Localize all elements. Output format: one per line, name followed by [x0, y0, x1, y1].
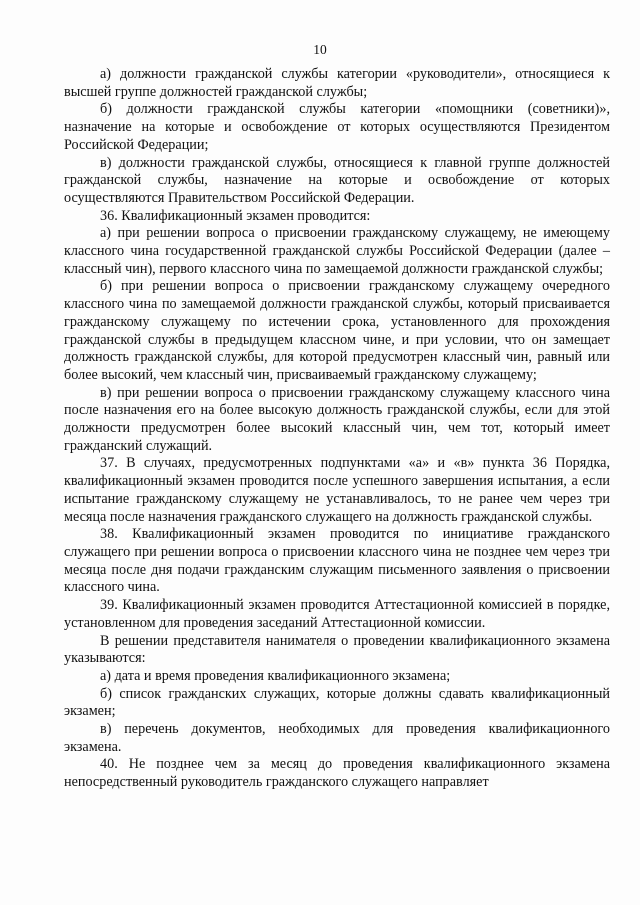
- paragraph: а) при решении вопроса о присвоении гражданскому служащему, не имеющему классного чина государственной гражданской службы Российской Федерации (далее – классный чин), первого классного чина по замещаемой должности гражданской службы;: [64, 225, 610, 277]
- paragraph: В решении представителя нанимателя о проведении квалификационного экзамена указываются:: [64, 632, 610, 667]
- paragraph: в) должности гражданской службы, относящиеся к главной группе должностей гражданской службы, назначение на которые и освобождение от которых осуществляются Правительством Российской Федерации.: [64, 154, 610, 206]
- paragraph: в) при решении вопроса о присвоении гражданскому служащему классного чина после назначения его на более высокую должность гражданской службы, если для этой должности предусмотрен более высокий классный чин, чем тот, который имеет гражданский служащий.: [64, 384, 610, 454]
- paragraph: 36. Квалификационный экзамен проводится:: [100, 207, 371, 224]
- paragraph: б) при решении вопроса о присвоении гражданскому служащему очередного классного чина по замещаемой должности гражданской службы, который присваивается гражданскому служащему по истечении срока, установленного для прохождения гражданской службы в предыдущем классном чине, и при условии, что он замещает должность гражданской службы, для которой предусмотрен классный чин, равный или более высокий, чем классный чин, присваиваемый гражданскому служащему;: [64, 278, 610, 383]
- paragraph: 37. В случаях, предусмотренных подпунктами «а» и «в» пункта 36 Порядка, квалификационный экзамен проводится после успешного завершения испытания, а если испытание гражданскому служащему не устанавливалось, то не ранее чем через три месяца после назначения гражданского служащего на должность гражданской службы.: [64, 455, 610, 525]
- paragraph: а) дата и время проведения квалификационного экзамена;: [100, 667, 451, 684]
- paragraph: 39. Квалификационный экзамен проводится Аттестационной комиссией в порядке, установленном для проведения заседаний Аттестационной комиссии.: [64, 597, 610, 631]
- paragraph: б) должности гражданской службы категории «помощники (советники)», назначение на которые и освобождение от которых осуществляются Президентом Российской Федерации;: [64, 101, 610, 153]
- paragraph: 40. Не позднее чем за месяц до проведения квалификационного экзамена непосредственный руководитель гражданского служащего направляет: [64, 756, 610, 791]
- document-body: [64, 66, 610, 792]
- paragraph: а) должности гражданской службы категории «руководители», относящиеся к высшей группе должностей гражданской службы;: [64, 66, 610, 100]
- paragraph: б) список гражданских служащих, которые должны сдавать квалификационный экзамен;: [64, 685, 610, 720]
- page-number: 10: [313, 42, 327, 57]
- paragraph: 38. Квалификационный экзамен проводится по инициативе гражданского служащего при решении вопроса о присвоении классного чина не позднее чем через три месяца после дня подачи гражданским служащим письменного заявления о присвоении классного чина.: [64, 526, 610, 596]
- paragraph: в) перечень документов, необходимых для проведения квалификационного экзамена.: [64, 721, 610, 755]
